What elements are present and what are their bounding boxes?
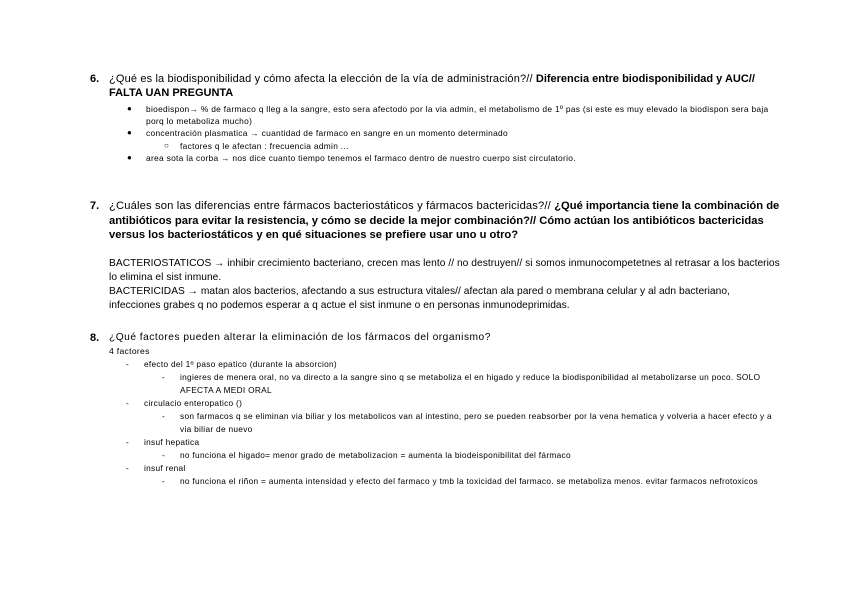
list-item: - ingieres de menera oral, no va directo a la sangre sino q se metaboliza el en higado y reduce la biodisponibilidad al metabolizarse un poco. SOLO AFECTA A MEDI ORAL [162, 372, 761, 395]
question-8 [90, 331, 780, 488]
bullet-icon: ● [127, 104, 133, 113]
list-item: - son farmacos q se eliminan via biliar y los metabolicos van al intestino, pero se pueden reabsorber por la vena hematica y volveria a hacer efecto y a via biliar de nuevo [162, 411, 772, 434]
dash-icon: - [162, 372, 166, 382]
factor-list [90, 358, 780, 488]
question-number: 7. [90, 200, 100, 212]
question-7 [90, 199, 780, 313]
dash-icon: - [126, 398, 130, 408]
paragraph-bacteriostaticos: BACTERIOSTATICOS → inhibir crecimiento bacteriano, crecen mas lento // no destruyen// si somos inmunocompetetnes al retrasar a los bacterios lo elimina el sist inmune. [109, 257, 780, 283]
detail-list [144, 410, 780, 436]
list-item: - no funciona el riñon = aumenta intensidad y efecto del farmaco y tmb la toxicidad del farmaco. se metaboliza menos. evitar farmacos nefrotoxicos [162, 476, 758, 486]
list-item: - circulacio enteropatico () - son farmacos q se eliminan via biliar y los metabolicos van al intestino, pero se pueden reabsorber por la vena hematica y volveria a hacer efecto y a via biliar de nuevo [90, 397, 780, 436]
list-item: - insuf hepatica - no funciona el higado= menor grado de metabolizacion = aumenta la biodeisponibilitat del fármaco [90, 436, 780, 462]
question-text: ¿Qué es la biodisponibilidad y cómo afecta la elección de la vía de administración?// Diferencia entre biodisponibilidad y AUC// FALTA UAN PREGUNTA [109, 73, 755, 99]
paragraph-bactericidas: BACTERICIDAS → matan alos bacterios, afectando a sus estructura vitales// afectan ala pared o membrana celular y al adn bacteriano, infecciones grabes q no podemos esperar a q actue el sist inmune o en personas inmunodeprimidas. [109, 285, 730, 311]
question-number: 6. [90, 73, 100, 85]
list-item: ● concentración plasmatica → cuantidad de farmaco en sangre en un momento determinado ○ factores q le afectan : frecuencia admin ... [90, 127, 780, 152]
question-bold-text: Diferencia entre biodisponibilidad y AUC// FALTA UAN PREGUNTA [109, 73, 755, 99]
dash-icon: - [162, 476, 166, 486]
dash-icon: - [126, 359, 130, 369]
question-bold-text: ¿Qué importancia tiene la combinación de antibióticos para evitar la resistencia, y cómo se decide la mejor combinación?// Cómo actúan los antibióticos bactericidas versus los bacteriostáticos y en qué situaciones se prefiere usar uno u otro? [109, 200, 780, 241]
list-item: ● bioedispon→ % de farmaco q lleg a la sangre, esto sera afectodo por la via admin, el metabolismo de 1º pas (si este es muy elevado la biodispon sera baja porq lo metaboliza mucho) [127, 104, 769, 126]
bullet-list [90, 103, 780, 164]
question-text: ¿Cuáles son las diferencias entre fármacos bacteriostáticos y fármacos bactericidas?// ¿Qué importancia tiene la combinación de antibióticos para evitar la resistencia, y cómo se decide la mejor combinación?// Cómo actúan los antibióticos bactericidas versus los bacteriostáticos y en qué situaciones se prefiere usar uno u otro? [109, 200, 780, 241]
bullet-icon: ● [127, 153, 133, 162]
dash-icon: - [162, 411, 166, 421]
dash-icon: - [162, 450, 166, 460]
dash-icon: - [126, 437, 130, 447]
list-item: ● area sota la corba → nos dice cuanto tiempo tenemos el farmaco dentro de nuestro cuerpo sist circulatorio. [127, 153, 576, 163]
question-number: 8. [90, 332, 100, 344]
factor-count: 4 factores [109, 346, 150, 356]
list-item: ○ factores q le afectan : frecuencia admin ... [164, 141, 349, 151]
dash-icon: - [126, 463, 130, 473]
question-6 [90, 72, 780, 164]
detail-list [144, 449, 780, 462]
question-text: ¿Qué factores pueden alterar la eliminación de los fármacos del organismo? [109, 332, 491, 343]
detail-list [144, 475, 780, 488]
circle-bullet-icon: ○ [164, 141, 170, 150]
bullet-icon: ● [127, 128, 133, 137]
list-item: - efecto del 1º paso epatico (durante la absorcion) - ingieres de menera oral, no va directo a la sangre sino q se metaboliza el en higado y reduce la biodisponibilidad al metabolizarse un poco. SOLO AFECTA A MEDI ORAL [90, 358, 780, 397]
list-item: - insuf renal - no funciona el riñon = aumenta intensidad y efecto del farmaco y tmb la toxicidad del farmaco. se metaboliza menos. evitar farmacos nefrotoxicos [90, 462, 780, 488]
list-item: - no funciona el higado= menor grado de metabolizacion = aumenta la biodeisponibilitat del fármaco [162, 450, 571, 460]
sub-bullet-list [146, 140, 780, 152]
detail-list [144, 371, 780, 397]
